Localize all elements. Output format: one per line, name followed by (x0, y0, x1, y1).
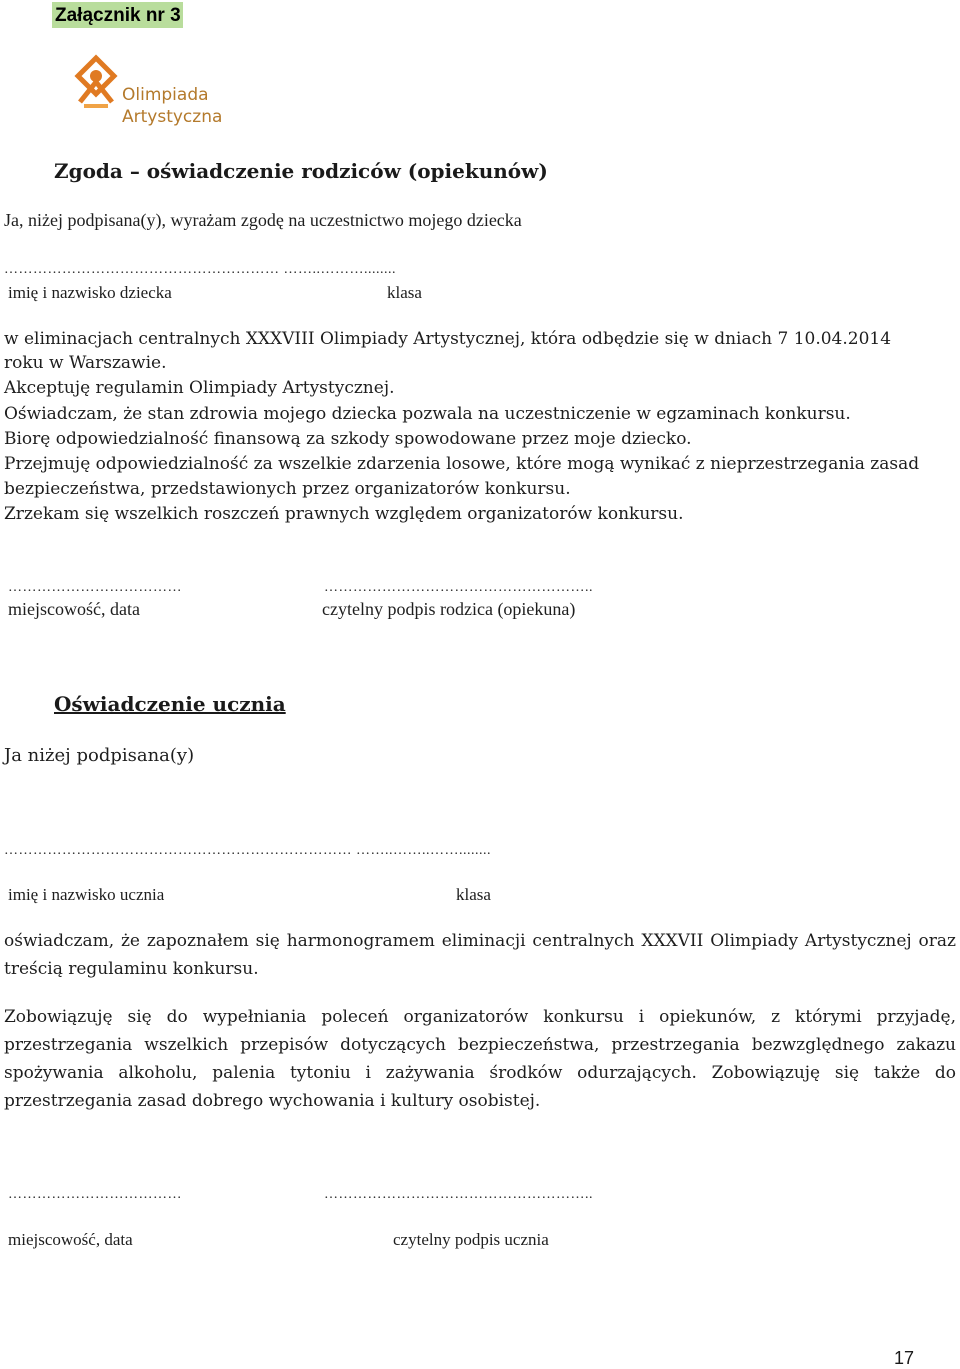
student-name-dotted-line: ……………………………………………………………… ……..……..……........ (4, 843, 491, 858)
label-parent-place-date: miejscowość, data (8, 599, 140, 619)
parent-consent-title: Zgoda – oświadczenie rodziców (opiekunów) (54, 159, 548, 183)
label-class: klasa (387, 283, 422, 302)
consent-line-4: Oświadczam, że stan zdrowia mojego dziecka pozwala na uczestniczenie w egzaminach konkursu. (4, 404, 851, 424)
consent-line-3: Akceptuję regulamin Olimpiady Artystycznej. (4, 378, 395, 398)
student-statement-title: Oświadczenie ucznia (54, 692, 286, 716)
label-student-place-date: miejscowość, data (8, 1230, 133, 1249)
logo-emblem-icon (74, 52, 124, 122)
consent-line-8: Zrzekam się wszelkich roszczeń prawnych względem organizatorów konkursu. (4, 504, 684, 524)
label-student-signature: czytelny podpis ucznia (393, 1230, 549, 1249)
parent-signature-dotted-line: ……………………………………………….. (324, 580, 593, 595)
consent-line-7: bezpieczeństwa, przedstawionych przez organizatorów konkursu. (4, 479, 571, 499)
parent-place-dotted-line: ……………………………… (8, 580, 182, 595)
student-place-dotted-line: ……………………………… (8, 1187, 182, 1202)
label-child-name: imię i nazwisko dziecka (8, 283, 172, 302)
statement-paragraph-1: oświadczam, że zapoznałem się harmonogramem eliminacji centralnych XXXVII Olimpiady Artystycznej oraz treścią regulaminu konkursu. (4, 931, 956, 979)
statement-paragraph-2: Zobowiązuję się do wypełniania poleceń organizatorów konkursu i opiekunów, z którymi przyjadę, przestrzegania wszelkich przepisów dotyczących bezpieczeństwa, przestrzegania bezwzględnego zakazu spożywania alkoholu, palenia tytoniu i zażywania środków odurzających. Zobowiązuję się także do przestrzegania zasad dobrego wychowania i kultury osobistej. (4, 1007, 956, 1111)
consent-line-2: roku w Warszawie. (4, 353, 167, 373)
logo-wordmark: Olimpiada Artystyczna (122, 85, 223, 127)
olimpiada-logo (54, 40, 250, 140)
student-statement-intro: Ja niżej podpisana(y) (4, 745, 195, 766)
consent-line-5: Biorę odpowiedzialność finansową za szkody spowodowane przez moje dziecko. (4, 429, 692, 449)
consent-line-1: w eliminacjach centralnych XXXVIII Olimpiady Artystycznej, która odbędzie się w dniach 7 10.04.2014 (4, 329, 892, 349)
parent-consent-intro: Ja, niżej podpisana(y), wyrażam zgodę na uczestnictwo mojego dziecka (4, 210, 522, 230)
consent-line-6: Przejmuję odpowiedzialność za wszelkie zdarzenia losowe, które mogą wynikać z nieprzestrzegania zasad (4, 454, 920, 474)
label-student-class: klasa (456, 885, 491, 904)
label-student-name: imię i nazwisko ucznia (8, 885, 165, 904)
label-parent-signature: czytelny podpis rodzica (opiekuna) (322, 599, 576, 619)
annex-label: Załącznik nr 3 (52, 2, 183, 28)
child-name-dotted-line: ………………………………………………… ……..………........ (4, 262, 396, 277)
page-number: 17 (894, 1348, 915, 1368)
student-signature-dotted-line: ……………………………………………….. (324, 1187, 593, 1202)
